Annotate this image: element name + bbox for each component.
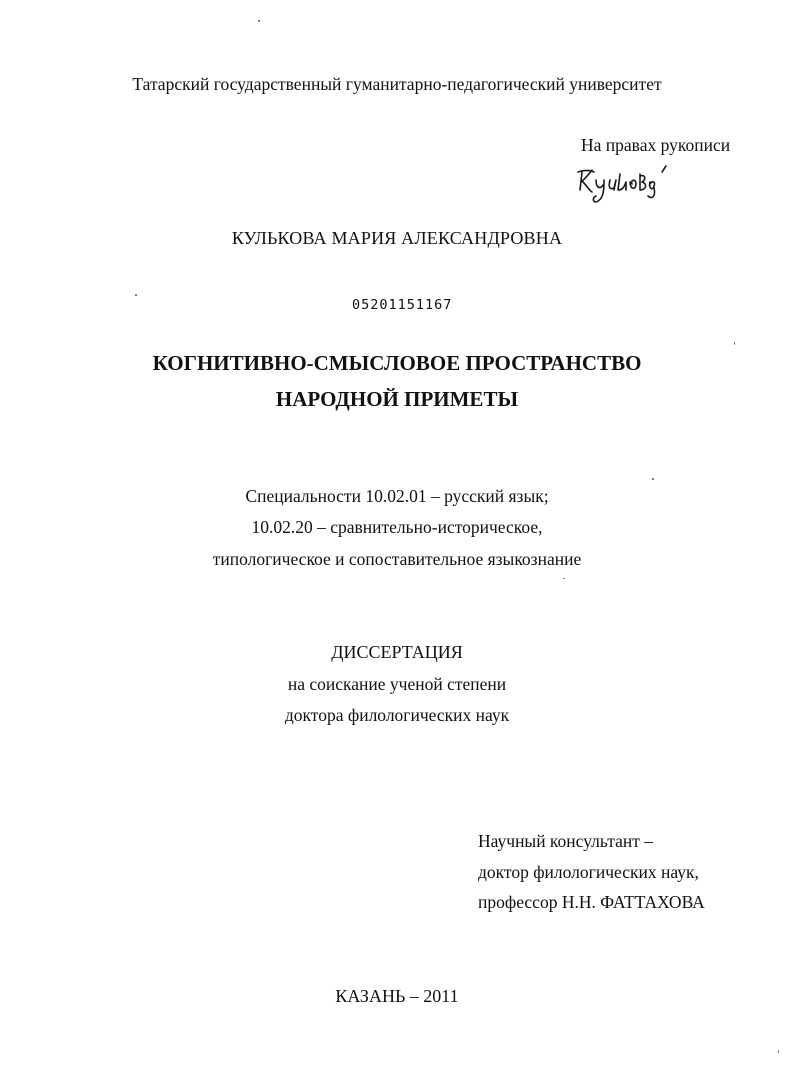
advisor-line-2: доктор филологических наук, [478,862,699,882]
scan-speck [778,1050,779,1053]
degree-line-2: доктора филологических наук [284,705,510,725]
title-line-2: НАРОДНОЙ ПРИМЕТЫ [275,387,519,411]
scan-speck [563,578,565,579]
advisor-line-1: Научный консультант – [478,831,653,851]
scan-speck [734,342,735,345]
handwritten-signature [574,160,674,206]
scan-speck [135,294,137,296]
advisor-line-3: профессор Н.Н. ФАТТАХОВА [478,892,705,912]
manuscript-rights-label: На правах рукописи [581,135,731,155]
university-name: Татарский государственный гуманитарно-педагогический университет [132,74,662,94]
degree-line-1: на соискание ученой степени [287,674,507,694]
catalog-code: 05201151167 [352,297,453,313]
city-year: КАЗАНЬ – 2011 [335,986,459,1006]
title-line-1: КОГНИТИВНО-СМЫСЛОВОЕ ПРОСТРАНСТВО [152,351,642,375]
specialty-line-3: типологическое и сопоставительное языкознание [212,549,582,569]
scan-speck [652,478,654,480]
scan-speck [258,20,260,22]
dissertation-heading: ДИССЕРТАЦИЯ [331,642,463,662]
specialty-line-1: Специальности 10.02.01 – русский язык; [245,486,549,506]
specialty-line-2: 10.02.20 – сравнительно-историческое, [251,517,543,537]
author-name: КУЛЬКОВА МАРИЯ АЛЕКСАНДРОВНА [231,228,563,248]
